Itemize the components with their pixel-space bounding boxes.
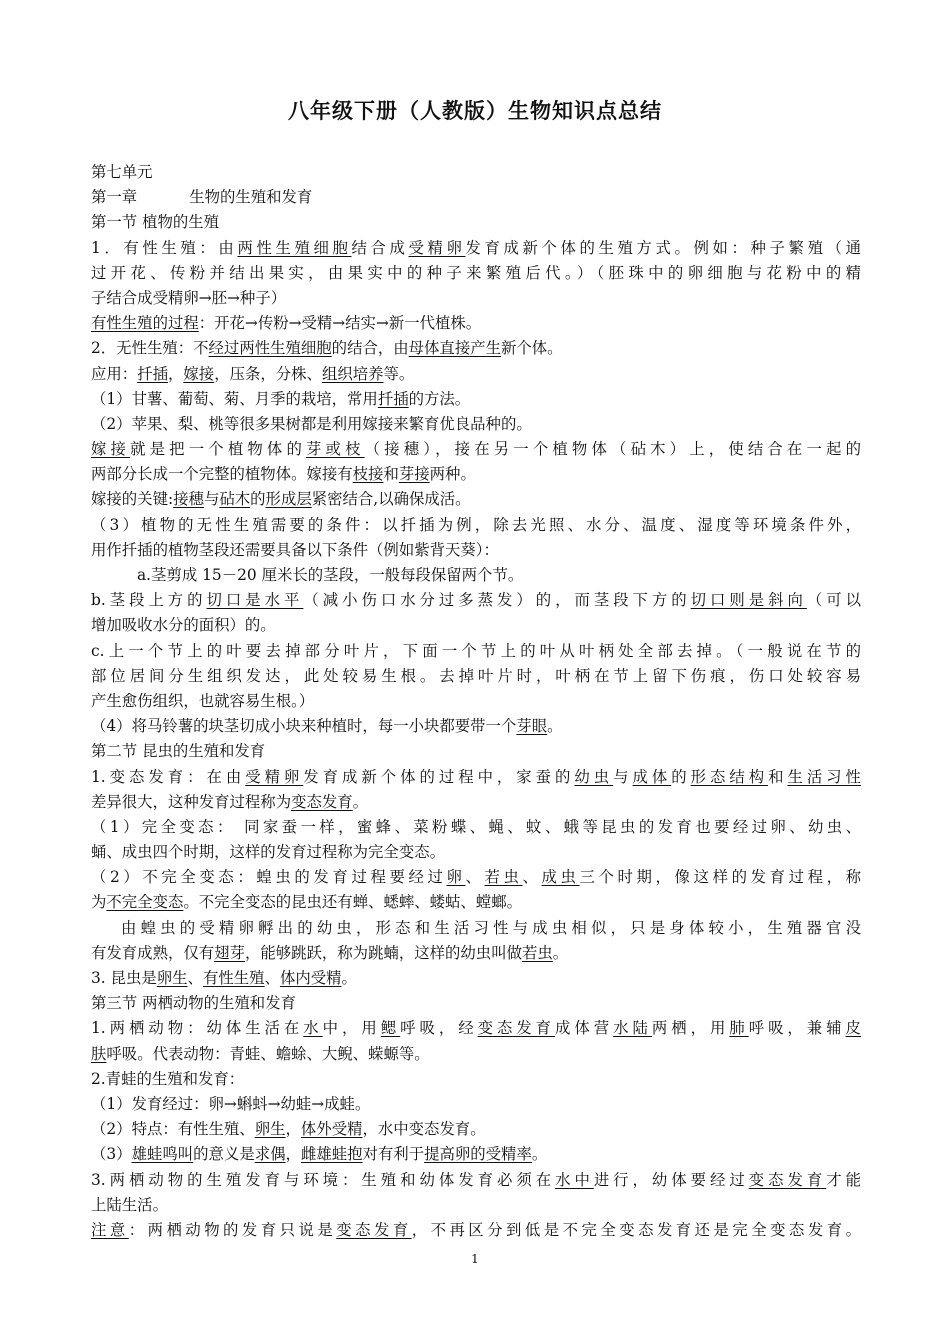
underlined-term: 鳃 xyxy=(380,1019,401,1038)
text-run: （1）完全变态： 同家蚕一样，蜜蜂、菜粉蝶、蝇、蚊、蛾等昆虫的发育也要经过卵、幼虫、 xyxy=(91,817,861,836)
text-run: （1）甘薯、葡萄、菊、月季的栽培，常用 xyxy=(91,389,378,408)
underlined-term: 变态发育 xyxy=(477,1019,556,1038)
text-run: 发育成新个体的生殖方式。例如：种子繁殖（通 xyxy=(465,238,861,257)
text-run: 、 xyxy=(187,969,203,987)
underlined-term: 嫁接 xyxy=(183,364,215,383)
underlined-term: 注意 xyxy=(91,1220,129,1239)
text-run: 对有利于 xyxy=(362,1145,425,1164)
text-run: 就是把一个植物体的 xyxy=(130,440,306,459)
text-run: 3. 昆虫是 xyxy=(91,969,157,987)
underlined-term: 受精卵 xyxy=(408,238,466,257)
underlined-term: 幼虫 xyxy=(574,767,614,786)
text-run: 第一节 植物的生殖 xyxy=(91,213,220,232)
text-run: 。 xyxy=(552,943,569,962)
underlined-term: 有性生殖 xyxy=(202,969,265,987)
text-run: 1．有性生殖：由 xyxy=(91,238,238,257)
underlined-term: 变态发育 xyxy=(291,792,353,811)
text-run: a.茎剪成 15－20 厘米长的茎段，一般每段保留两个节。 xyxy=(137,566,524,584)
text-line xyxy=(91,991,861,1016)
underlined-term: 卵生 xyxy=(254,1120,286,1139)
underlined-term: 芽或枝 xyxy=(306,440,365,459)
underlined-term: 成虫 xyxy=(541,868,580,887)
text-run: 与 xyxy=(613,767,633,786)
underlined-term: 母体直接产生 xyxy=(408,339,501,358)
text-run: 2．无性生殖：不 xyxy=(91,339,209,358)
underlined-term: 受精卵 xyxy=(245,767,304,786)
underlined-term: 变态发育 xyxy=(336,1220,412,1239)
text-run: 等。 xyxy=(383,364,415,383)
text-run: 新个体。 xyxy=(501,339,563,358)
text-run: 第七单元 xyxy=(91,163,153,181)
text-run: 和 xyxy=(383,465,399,484)
text-line xyxy=(91,185,861,210)
text-run: （2）特点：有性生殖、 xyxy=(91,1120,255,1139)
text-line xyxy=(91,412,861,437)
text-run: 子结合成受精卵→胚→种子） xyxy=(91,288,287,307)
text-run: （3） xyxy=(91,1145,132,1164)
text-run: 的 xyxy=(250,490,266,509)
underlined-term: 生活习性 xyxy=(787,767,861,786)
underlined-term: 雄蛙鸣叫 xyxy=(131,1145,194,1164)
text-run: ，不再区分到低是不完全变态发育还是完全变态发育。 xyxy=(411,1220,861,1239)
underlined-term: 经过两性生殖细胞 xyxy=(208,339,332,358)
text-run: ， xyxy=(167,364,184,383)
text-run: 1.两栖动物：幼体生活在 xyxy=(91,1019,304,1038)
text-run: （1）发育经过：卵→蝌蚪→幼蛙→成蛙。 xyxy=(91,1094,371,1113)
text-line xyxy=(91,865,861,890)
text-line xyxy=(91,664,861,689)
underlined-term: 体内受精 xyxy=(279,969,342,987)
text-run: 进行，幼体要经过 xyxy=(593,1170,749,1189)
text-run: ：开花→传粉→受精→结实→新一代植株。 xyxy=(198,314,482,333)
text-run: ， xyxy=(285,1120,301,1139)
text-line xyxy=(91,160,861,185)
page-number: 1 xyxy=(471,1252,479,1266)
text-line xyxy=(91,1067,861,1092)
text-run: 生物的生殖和发育 xyxy=(189,188,313,207)
text-line xyxy=(91,689,861,714)
text-line xyxy=(91,210,861,235)
text-line xyxy=(91,1168,861,1193)
underlined-term: 求偶 xyxy=(254,1145,286,1164)
text-run: 的意义是 xyxy=(193,1145,255,1164)
document-body xyxy=(91,160,861,1243)
text-run: ，水中变态发育。 xyxy=(362,1120,486,1139)
text-line xyxy=(91,840,861,865)
text-run: 成体营 xyxy=(555,1019,614,1038)
text-run: （接穗），接在另一个植物体（砧木）上，使结合在一起的 xyxy=(364,440,861,459)
text-line xyxy=(91,311,861,336)
text-line xyxy=(91,765,861,790)
underlined-term: 接穗 xyxy=(173,490,204,509)
text-run: 由蝗虫的受精卵孵出的幼虫，形态和生活习性与成虫相似，只是身体较小，生殖器官没 xyxy=(121,918,861,937)
text-run: 、 xyxy=(264,969,280,987)
underlined-term: 芽眼 xyxy=(516,717,548,736)
underlined-term: 有性生殖的过程 xyxy=(91,314,199,333)
underlined-term: 卵 xyxy=(446,868,466,887)
underlined-term: 翅芽 xyxy=(214,943,245,962)
text-run: 第三节 两栖动物的生殖和发育 xyxy=(91,994,296,1013)
text-run: （2）不完全变态：蝗虫的发育过程要经过 xyxy=(91,868,447,887)
text-line xyxy=(91,563,861,588)
text-run: （减小伤口水分过多蒸发）的，而茎段下方的 xyxy=(303,591,691,610)
text-line xyxy=(91,966,861,991)
text-run: 三个时期，像这样的发育过程，称 xyxy=(579,868,861,887)
text-run: 呼吸。代表动物：青蛙、蟾蜍、大鲵、蝾螈等。 xyxy=(106,1044,430,1063)
underlined-term: 水陆 xyxy=(613,1019,652,1038)
text-line xyxy=(91,387,861,412)
text-run: c.上一个节上的叶要去掉部分叶片，下面一个节上的叶从叶柄处全部去掉。（一般说在节的 xyxy=(91,641,861,660)
underlined-term: 雌雄蛙抱 xyxy=(300,1145,363,1164)
underlined-term: 若虫 xyxy=(521,943,553,962)
text-run: 上陆生活。 xyxy=(91,1195,168,1214)
text-run: b.茎段上方的 xyxy=(91,591,207,610)
underlined-term: 提高卵的受精率 xyxy=(424,1145,532,1164)
underlined-term: 组织培养 xyxy=(321,364,384,383)
text-run: 。 xyxy=(341,969,357,987)
text-line xyxy=(91,286,861,311)
text-line xyxy=(91,1042,861,1067)
underlined-term: 卵生 xyxy=(156,969,188,987)
text-run: 中，用 xyxy=(322,1019,381,1038)
text-line xyxy=(91,1117,861,1142)
text-run: 部位居间分生组织发达，此处较易生根。去掉叶片时，叶柄在节上留下伤痕，伤口处较容易 xyxy=(91,666,861,685)
text-run: 呼吸，经 xyxy=(400,1019,478,1038)
text-run: 3.两栖动物的生殖发育与环境：生殖和幼体发育必须在 xyxy=(91,1170,556,1189)
text-run: 呼吸，兼辅 xyxy=(748,1019,846,1038)
text-line xyxy=(91,790,861,815)
text-run: 。不完全变态的昆虫还有蝉、蟋蟀、蝼蛄、螳螂。 xyxy=(183,893,522,912)
underlined-term: 芽接 xyxy=(398,465,430,484)
text-line xyxy=(91,739,861,764)
text-run: 过开花、传粉并结出果实，由果实中的种子来繁殖后代。）（胚珠中的卵细胞与花粉中的精 xyxy=(91,263,861,282)
text-run: 1.变态发育：在由 xyxy=(91,767,246,786)
text-run: 用作扦插的植物茎段还需要具备以下条件（例如紫背天葵）： xyxy=(91,540,499,559)
text-run: （4）将马铃薯的块茎切成小块来种植时，每一小块都要带一个 xyxy=(91,717,517,736)
text-run: 应用： xyxy=(91,364,138,383)
text-line xyxy=(91,639,861,664)
underlined-term: 成体 xyxy=(632,767,672,786)
underlined-term: 枝接 xyxy=(352,465,384,484)
text-line xyxy=(91,513,861,538)
text-run: ，能够跳跃，称为跳蝻，这样的幼虫叫做 xyxy=(244,943,522,962)
text-run: 结合成 xyxy=(351,238,409,257)
text-run: 、 xyxy=(465,868,485,887)
underlined-term: 形态结构 xyxy=(690,767,769,786)
underlined-term: 砧木 xyxy=(219,490,251,509)
text-line xyxy=(91,613,861,638)
underlined-term: 肺 xyxy=(729,1019,749,1038)
text-run: 蛹、成虫四个时期，这样的发育过程称为完全变态。 xyxy=(91,843,445,862)
text-line xyxy=(91,1142,861,1167)
text-run: 差异很大，这种发育过程称为 xyxy=(91,792,292,811)
underlined-term: 嫁接 xyxy=(91,440,131,459)
text-run: 嫁接的关键: xyxy=(91,490,174,509)
underlined-term: 不完全变态 xyxy=(106,893,184,912)
text-line xyxy=(91,236,861,261)
underlined-term: 体外受精 xyxy=(300,1120,363,1139)
text-run: 和 xyxy=(768,767,788,786)
text-line xyxy=(91,362,861,387)
text-line xyxy=(91,916,861,941)
text-run: 。 xyxy=(531,1145,548,1164)
text-run: 才能 xyxy=(826,1170,861,1189)
text-run: 第一章 xyxy=(91,188,138,207)
text-run: （2）苹果、梨、桃等很多果树都是利用嫁接来繁育优良品种的。 xyxy=(91,414,532,433)
text-run: 有发育成熟，仅有 xyxy=(91,943,215,962)
text-run: 发育成新个体的过程中，家蚕的 xyxy=(303,767,575,786)
text-line xyxy=(91,1218,861,1243)
text-run: （3）植物的无性生殖需要的条件：以扦插为例，除去光照、水分、温度、湿度等环境条件外， xyxy=(91,515,861,534)
text-line xyxy=(91,261,861,286)
text-run: 两栖，用 xyxy=(651,1019,730,1038)
text-line xyxy=(91,1016,861,1041)
text-line xyxy=(91,462,861,487)
text-run: 与 xyxy=(203,490,220,509)
underlined-term: 形成层 xyxy=(265,490,312,509)
text-line xyxy=(91,487,861,512)
text-run: 紧密结合,以确保成活。 xyxy=(311,490,471,509)
document-title: 八年级下册（人教版）生物知识点总结 xyxy=(288,99,662,123)
text-line xyxy=(91,714,861,739)
text-run: 2.青蛙的生殖和发育： xyxy=(91,1069,245,1088)
underlined-term: 扦插 xyxy=(377,389,409,408)
text-line xyxy=(91,538,861,563)
text-run: 增加吸收水分的面积）的。 xyxy=(91,616,276,635)
text-run: 两种。 xyxy=(429,465,476,484)
underlined-term: 水中 xyxy=(555,1170,594,1189)
text-run: （可以 xyxy=(806,591,861,610)
text-run: 两部分长成一个完整的植物体。嫁接有 xyxy=(91,465,353,484)
text-run: ，压条，分株、 xyxy=(214,364,322,383)
text-line xyxy=(91,336,861,361)
text-run: 的 xyxy=(671,767,691,786)
text-line xyxy=(91,941,861,966)
text-run: 为 xyxy=(91,893,107,912)
text-run: 第二节 昆虫的生殖和发育 xyxy=(91,742,266,761)
underlined-term: 切口是水平 xyxy=(206,591,304,610)
text-line xyxy=(91,437,861,462)
underlined-term: 水 xyxy=(303,1019,323,1038)
underlined-term: 两性生殖细胞 xyxy=(237,238,352,257)
text-line xyxy=(91,1092,861,1117)
text-run: 、 xyxy=(522,868,542,887)
text-run: 。 xyxy=(547,717,563,736)
text-run: 产生愈伤组织，也就容易生根。） xyxy=(91,691,315,710)
text-run: 的结合，由 xyxy=(331,339,409,358)
text-run: ：两栖动物的发育只说是 xyxy=(128,1220,337,1239)
underlined-term: 肤 xyxy=(91,1044,107,1063)
text-run: 的方法。 xyxy=(408,389,471,408)
text-line xyxy=(91,588,861,613)
text-run: 。 xyxy=(352,792,369,811)
underlined-term: 若虫 xyxy=(484,868,523,887)
underlined-term: 皮 xyxy=(845,1019,861,1038)
text-run: ， xyxy=(285,1145,301,1164)
underlined-term: 扦插 xyxy=(137,364,168,383)
text-line xyxy=(91,1193,861,1218)
underlined-term: 切口则是斜向 xyxy=(690,591,807,610)
text-line xyxy=(91,815,861,840)
underlined-term: 变态发育 xyxy=(748,1170,827,1189)
text-line xyxy=(91,890,861,915)
